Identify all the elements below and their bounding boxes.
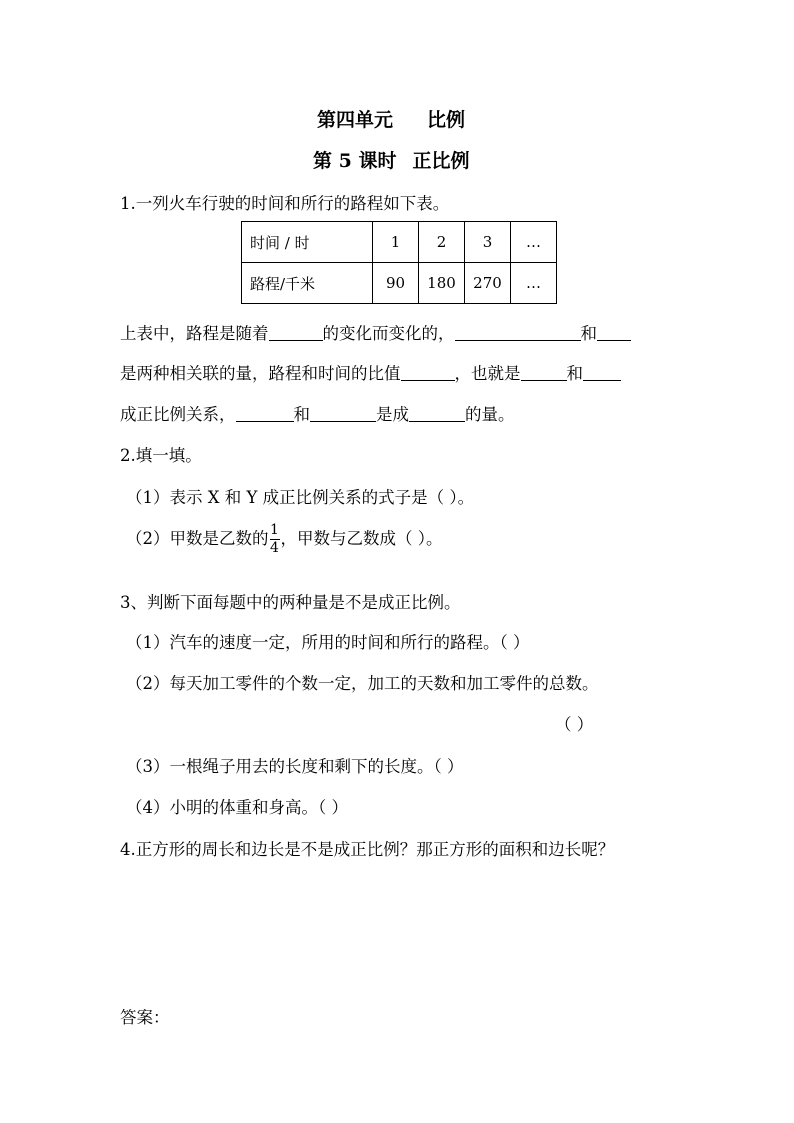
answer-label: 答案： bbox=[120, 1008, 170, 1027]
q3-prompt: 3、判断下面每题中的两种量是不是成正比例。 bbox=[120, 593, 461, 612]
fraction-numerator: 1 bbox=[270, 522, 279, 538]
table-cell: 90 bbox=[373, 263, 419, 304]
table-cell: … bbox=[511, 263, 557, 304]
fill-blank[interactable] bbox=[310, 405, 376, 422]
table-cell: … bbox=[511, 222, 557, 263]
fill-blank[interactable] bbox=[583, 364, 621, 381]
q3-item-2: （2）每天加工零件的个数一定，加工的天数和加工零件的总数。 bbox=[126, 674, 599, 693]
q4-prompt: 4.正方形的周长和边长是不是成正比例？那正方形的面积和边长呢？ bbox=[120, 840, 615, 859]
q1-line2-text: 和 bbox=[566, 364, 583, 383]
q2-item-2-text: ，甲数与乙数成（ ）。 bbox=[280, 529, 443, 548]
q3-item-1: （1）汽车的速度一定，所用的时间和所行的路程。（ ） bbox=[126, 633, 530, 652]
fill-blank[interactable] bbox=[597, 324, 631, 341]
q1-line1-text: 上表中，路程是随着 bbox=[120, 324, 269, 343]
q1-line3-text: 的量。 bbox=[465, 405, 515, 424]
fill-blank[interactable] bbox=[521, 364, 567, 381]
q1-line3-text: 成正比例关系， bbox=[120, 405, 236, 424]
table-row bbox=[242, 263, 557, 304]
q2-item-2-text: （2）甲数是乙数的 bbox=[126, 529, 269, 548]
q1-prompt: 1.一列火车行驶的时间和所行的路程如下表。 bbox=[120, 194, 450, 213]
table-cell: 1 bbox=[373, 222, 419, 263]
q3-item-3: （3）一根绳子用去的长度和剩下的长度。（ ） bbox=[126, 757, 464, 776]
fill-blank[interactable] bbox=[455, 324, 581, 341]
table-cell: 180 bbox=[419, 263, 465, 304]
q1-line1 bbox=[120, 320, 631, 344]
lesson-title-text: 第 5 课时 bbox=[313, 150, 397, 172]
q1-line3 bbox=[120, 401, 515, 425]
unit-title-text: 第四单元 bbox=[317, 109, 394, 131]
q3-item-2-answer: （ ） bbox=[555, 715, 594, 734]
q1-line2 bbox=[120, 360, 621, 384]
q1-line2-text: ，也就是 bbox=[454, 364, 521, 383]
table-header-cell: 时间 / 时 bbox=[242, 222, 373, 263]
table-cell: 2 bbox=[419, 222, 465, 263]
q1-line1-text: 和 bbox=[580, 324, 597, 343]
time-distance-table bbox=[241, 221, 557, 304]
unit-topic-text: 比例 bbox=[427, 109, 466, 131]
table-row bbox=[242, 222, 557, 263]
q2-prompt: 2.填一填。 bbox=[120, 446, 202, 465]
q2-item-2 bbox=[126, 522, 443, 557]
q1-line3-text: 是成 bbox=[376, 405, 409, 424]
table-header-cell: 路程/千米 bbox=[242, 263, 373, 304]
fraction-denominator: 4 bbox=[270, 540, 279, 556]
q2-item-1: （1）表示 X 和 Y 成正比例关系的式子是（ ）。 bbox=[126, 488, 475, 507]
q1-line3-text: 和 bbox=[293, 405, 310, 424]
table-cell: 3 bbox=[465, 222, 511, 263]
table-cell: 270 bbox=[465, 263, 511, 304]
fill-blank[interactable] bbox=[269, 324, 323, 341]
q3-item-4: （4）小明的体重和身高。（ ） bbox=[126, 798, 348, 817]
q1-line1-text: 的变化而变化的， bbox=[322, 324, 455, 343]
fraction-one-quarter bbox=[270, 522, 280, 557]
fill-blank[interactable] bbox=[409, 405, 465, 422]
unit-title bbox=[317, 105, 465, 132]
fill-blank[interactable] bbox=[401, 364, 455, 381]
lesson-topic-text: 正比例 bbox=[412, 150, 470, 172]
q1-line2-text: 是两种相关联的量，路程和时间的比值 bbox=[120, 364, 401, 383]
fill-blank[interactable] bbox=[236, 405, 294, 422]
lesson-title bbox=[313, 146, 469, 173]
